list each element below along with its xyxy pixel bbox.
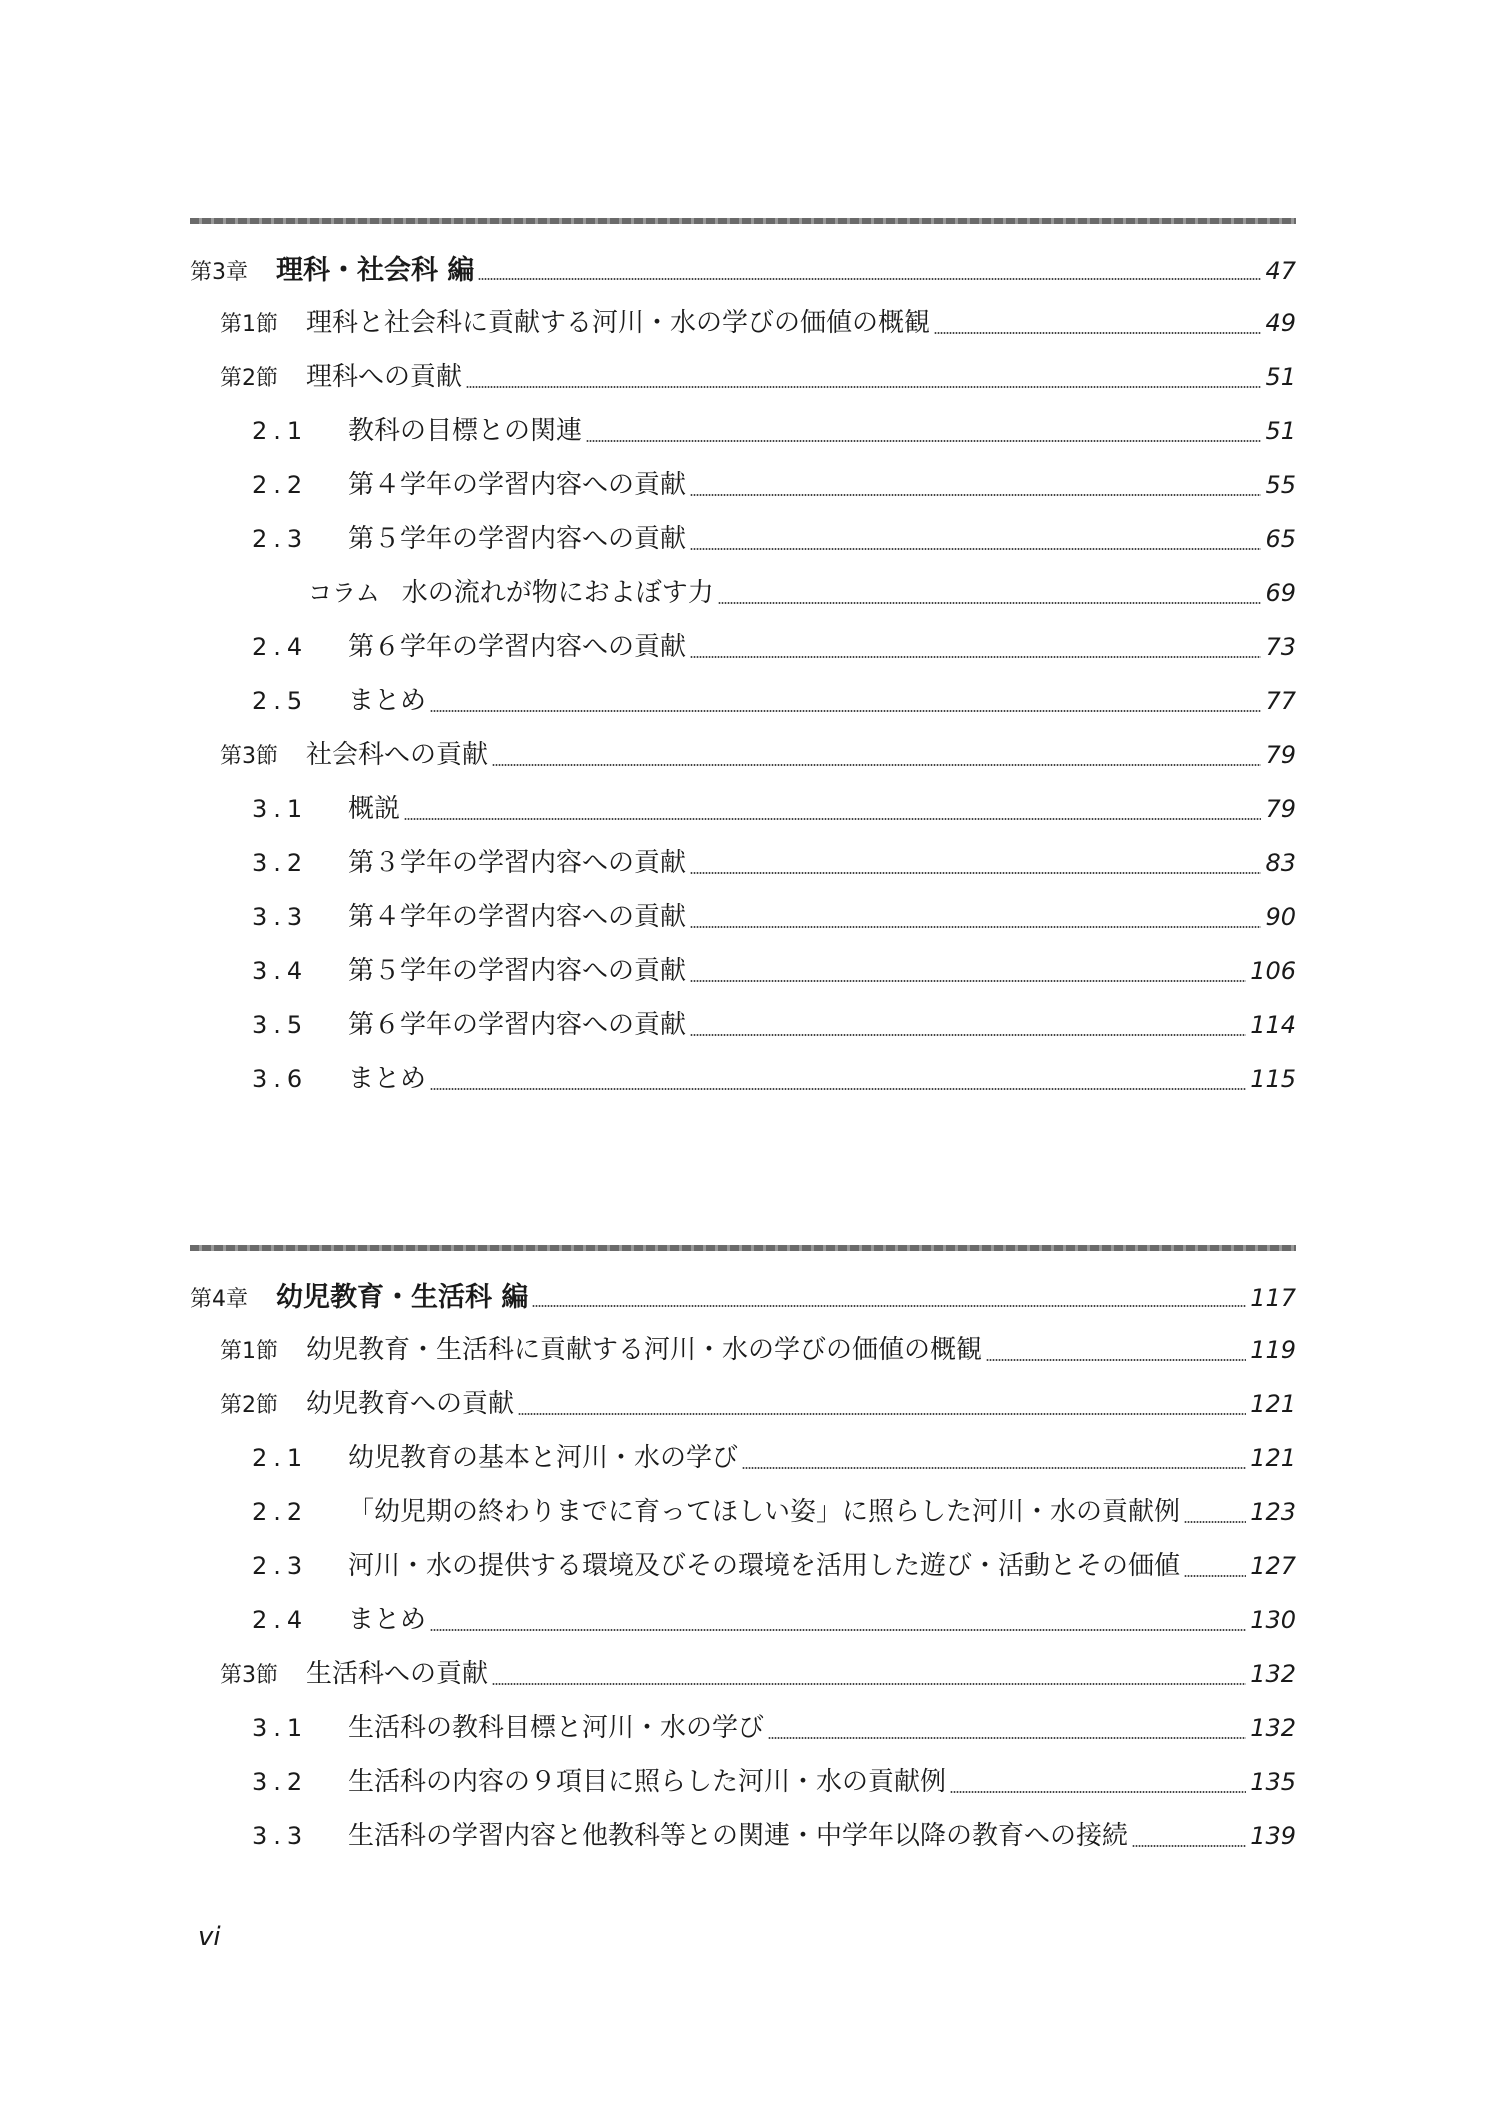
section-divider: [190, 1245, 1296, 1251]
chapter-4-section: [190, 1245, 1296, 1869]
entry-number: 3.5: [252, 1011, 309, 1039]
toc-subsection-entry[interactable]: [190, 626, 1296, 680]
dot-leader: [466, 386, 1261, 388]
toc-subsection-entry[interactable]: [190, 1815, 1296, 1869]
dot-leader: [690, 548, 1261, 550]
dot-leader: [430, 1088, 1246, 1090]
entry-number: 第2節: [220, 1393, 278, 1418]
dot-leader: [934, 332, 1261, 334]
entry-number: 3.2: [252, 849, 309, 877]
dot-leader: [492, 764, 1261, 766]
dot-leader: [586, 440, 1261, 442]
entry-number: 第1節: [220, 312, 278, 337]
toc-section-entry[interactable]: [190, 734, 1296, 788]
entry-page-number: 65: [1265, 525, 1296, 553]
entry-title: 概説: [348, 794, 401, 824]
dot-leader: [1184, 1521, 1246, 1523]
toc-subsection-entry[interactable]: [190, 518, 1296, 572]
entry-number: 2.1: [252, 1444, 309, 1472]
entry-page-number: 132: [1250, 1660, 1296, 1688]
entry-page-number: 119: [1250, 1336, 1296, 1364]
entry-title: 理科への貢献: [306, 362, 463, 392]
entry-title: 第３学年の学習内容への貢献: [348, 848, 687, 878]
toc-subsection-entry[interactable]: [190, 1491, 1296, 1545]
toc-subsection-entry[interactable]: [190, 896, 1296, 950]
entry-page-number: 55: [1265, 471, 1296, 499]
toc-section-entry[interactable]: [190, 1653, 1296, 1707]
dot-leader: [518, 1413, 1246, 1415]
dot-leader: [532, 1305, 1246, 1307]
dot-leader: [1184, 1575, 1246, 1577]
entry-number: 第2節: [220, 366, 278, 391]
entry-title: 理科・社会科 編: [276, 255, 475, 286]
entry-title: 生活科への貢献: [306, 1659, 489, 1689]
entry-title: 第４学年の学習内容への貢献: [348, 470, 687, 500]
entry-title: 「幼児期の終わりまでに育ってほしい姿」に照らした河川・水の貢献例: [348, 1497, 1181, 1527]
dot-leader: [690, 1034, 1246, 1036]
entry-page-number: 51: [1265, 417, 1296, 445]
entry-number: 3.1: [252, 1714, 309, 1742]
entry-number: 2.2: [252, 1498, 309, 1526]
entry-title: 教科の目標との関連: [348, 416, 583, 446]
entry-page-number: 114: [1250, 1011, 1296, 1039]
entry-number: 2.3: [252, 525, 309, 553]
entry-title: 幼児教育・生活科に貢献する河川・水の学びの価値の概観: [306, 1335, 983, 1365]
entry-title: 水の流れが物におよぼす力: [401, 578, 714, 608]
entry-page-number: 135: [1250, 1768, 1296, 1796]
entry-page-number: 127: [1250, 1552, 1296, 1580]
toc-subsection-entry[interactable]: [190, 410, 1296, 464]
dot-leader: [404, 818, 1261, 820]
entry-title: 幼児教育への貢献: [306, 1389, 515, 1419]
entry-title: 第６学年の学習内容への貢献: [348, 632, 687, 662]
dot-leader: [690, 980, 1246, 982]
entry-page-number: 73: [1265, 633, 1296, 661]
entry-page-number: 130: [1250, 1606, 1296, 1634]
entry-number: 3.2: [252, 1768, 309, 1796]
toc-subsection-entry[interactable]: [190, 950, 1296, 1004]
entry-number: 第3章: [190, 260, 248, 285]
entry-title: 社会科への貢献: [306, 740, 489, 770]
toc-subsection-entry[interactable]: [190, 788, 1296, 842]
entry-page-number: 139: [1250, 1822, 1296, 1850]
dot-leader: [430, 710, 1261, 712]
entry-title: 理科と社会科に貢献する河川・水の学びの価値の概観: [306, 308, 931, 338]
entry-title: 河川・水の提供する環境及びその環境を活用した遊び・活動とその価値: [348, 1551, 1181, 1581]
entry-page-number: 132: [1250, 1714, 1296, 1742]
dot-leader: [690, 656, 1261, 658]
entry-page-number: 69: [1265, 579, 1296, 607]
entry-number: 2.4: [252, 633, 309, 661]
toc-chapter-entry[interactable]: [190, 248, 1296, 302]
entry-number: 第3節: [220, 744, 278, 769]
chapter-3-section: [190, 218, 1296, 1112]
dot-leader: [1132, 1845, 1246, 1847]
entry-number: 3.3: [252, 903, 309, 931]
entry-number: 2.2: [252, 471, 309, 499]
entry-number: 2.5: [252, 687, 309, 715]
entry-title: 生活科の教科目標と河川・水の学び: [348, 1713, 765, 1743]
toc-chapter-entry[interactable]: [190, 1275, 1296, 1329]
dot-leader: [478, 278, 1261, 280]
entry-number: 3.1: [252, 795, 309, 823]
entry-number: 第4章: [190, 1287, 248, 1312]
toc-subsection-entry[interactable]: [190, 1599, 1296, 1653]
entry-title: まとめ: [348, 686, 427, 716]
entry-title: 幼児教育・生活科 編: [276, 1282, 529, 1313]
toc-section-entry[interactable]: [190, 1383, 1296, 1437]
entry-page-number: 77: [1265, 687, 1296, 715]
entry-title: 第５学年の学習内容への貢献: [348, 524, 687, 554]
entry-title: まとめ: [348, 1064, 427, 1094]
entry-page-number: 79: [1265, 795, 1296, 823]
dot-leader: [690, 872, 1261, 874]
entry-page-number: 115: [1250, 1065, 1296, 1093]
entry-number: 3.3: [252, 1822, 309, 1850]
dot-leader: [690, 494, 1261, 496]
entry-page-number: 51: [1265, 363, 1296, 391]
entry-title: 生活科の内容の９項目に照らした河川・水の貢献例: [348, 1767, 947, 1797]
entry-title: まとめ: [348, 1605, 427, 1635]
section-divider: [190, 218, 1296, 224]
dot-leader: [492, 1683, 1246, 1685]
entry-page-number: 117: [1250, 1284, 1296, 1312]
entry-number: コラム: [308, 579, 380, 607]
dot-leader: [986, 1359, 1246, 1361]
dot-leader: [768, 1737, 1246, 1739]
entry-page-number: 90: [1265, 903, 1296, 931]
entry-page-number: 121: [1250, 1444, 1296, 1472]
entry-page-number: 106: [1250, 957, 1296, 985]
entry-number: 第3節: [220, 1663, 278, 1688]
toc-section-entry[interactable]: [190, 302, 1296, 356]
entry-title: 第５学年の学習内容への貢献: [348, 956, 687, 986]
entry-title: 幼児教育の基本と河川・水の学び: [348, 1443, 739, 1473]
entry-page-number: 121: [1250, 1390, 1296, 1418]
dot-leader: [690, 926, 1261, 928]
dot-leader: [950, 1791, 1246, 1793]
toc-subsection-entry[interactable]: [190, 1004, 1296, 1058]
dot-leader: [430, 1629, 1246, 1631]
entry-page-number: 123: [1250, 1498, 1296, 1526]
toc-column-entry[interactable]: [190, 572, 1296, 626]
entry-title: 生活科の学習内容と他教科等との関連・中学年以降の教育への接続: [348, 1821, 1129, 1851]
entry-number: 2.4: [252, 1606, 309, 1634]
toc-section-entry[interactable]: [190, 1329, 1296, 1383]
entry-title: 第４学年の学習内容への貢献: [348, 902, 687, 932]
entry-number: 2.3: [252, 1552, 309, 1580]
entry-page-number: 49: [1265, 309, 1296, 337]
entry-page-number: 79: [1265, 741, 1296, 769]
entry-page-number: 47: [1265, 257, 1296, 285]
toc-subsection-entry[interactable]: [190, 1058, 1296, 1112]
toc-subsection-entry[interactable]: [190, 680, 1296, 734]
toc-subsection-entry[interactable]: [190, 842, 1296, 896]
entry-number: 2.1: [252, 417, 309, 445]
toc-subsection-entry[interactable]: [190, 1707, 1296, 1761]
toc-subsection-entry[interactable]: [190, 1545, 1296, 1599]
page-number: vi: [198, 1922, 221, 1952]
entry-title: 第６学年の学習内容への貢献: [348, 1010, 687, 1040]
toc-list: [190, 1275, 1296, 1869]
entry-number: 3.4: [252, 957, 309, 985]
toc-subsection-entry[interactable]: [190, 464, 1296, 518]
entry-page-number: 83: [1265, 849, 1296, 877]
toc-subsection-entry[interactable]: [190, 1761, 1296, 1815]
entry-number: 第1節: [220, 1339, 278, 1364]
dot-leader: [718, 602, 1262, 604]
toc-subsection-entry[interactable]: [190, 1437, 1296, 1491]
toc-section-entry[interactable]: [190, 356, 1296, 410]
entry-number: 3.6: [252, 1065, 309, 1093]
toc-list: [190, 248, 1296, 1112]
dot-leader: [742, 1467, 1246, 1469]
